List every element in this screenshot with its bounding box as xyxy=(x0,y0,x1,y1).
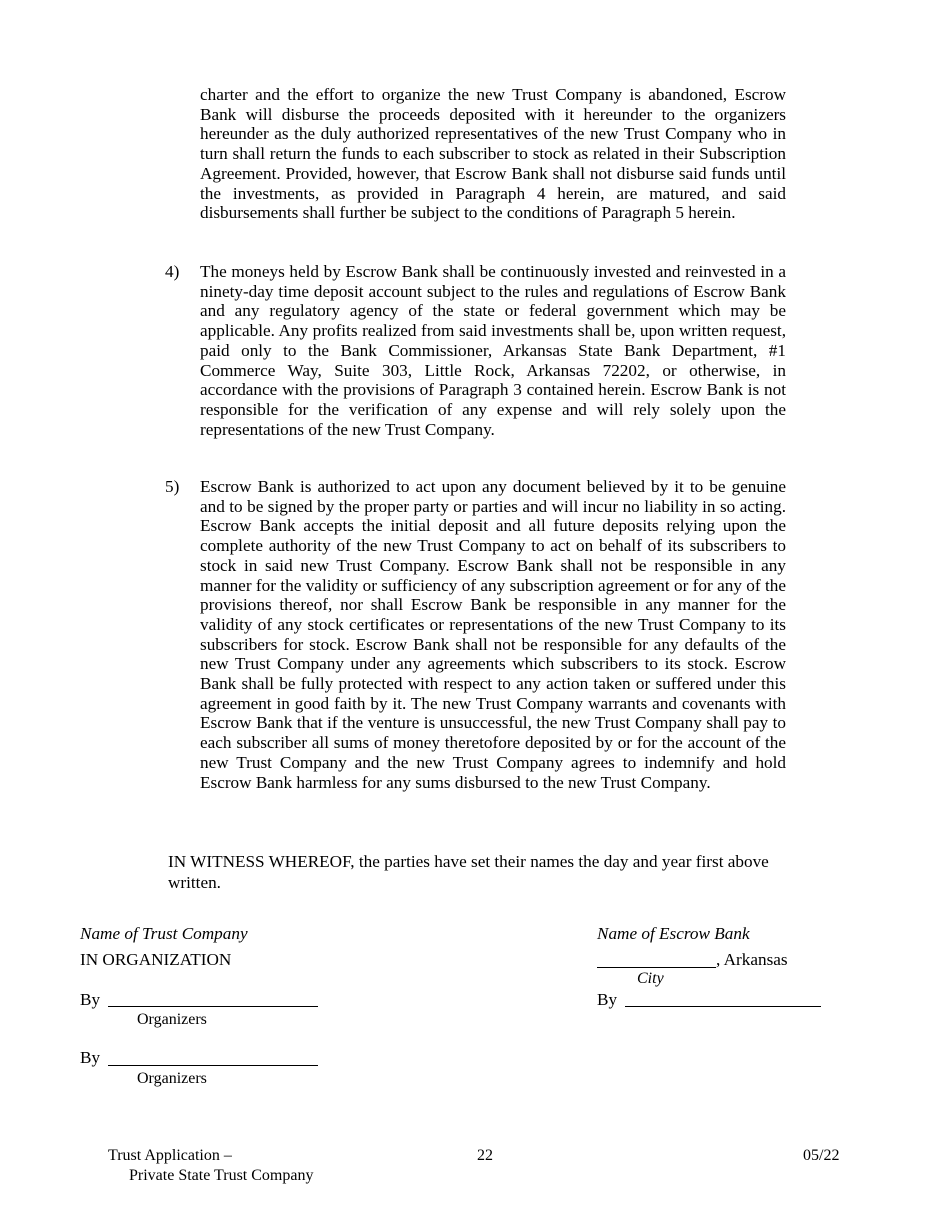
escrow-bank-name-label: Name of Escrow Bank xyxy=(597,924,750,943)
item-5-number: 5) xyxy=(165,477,180,496)
by-label-1: By xyxy=(80,990,101,1009)
organizer-signature-line-1[interactable] xyxy=(108,1006,318,1007)
city-blank-line[interactable] xyxy=(597,967,716,968)
organizers-caption-1: Organizers xyxy=(137,1011,207,1028)
footer-title-line-1: Trust Application – xyxy=(108,1147,232,1164)
witness-statement: IN WITNESS WHEREOF, the parties have set their names the day and year first above written. xyxy=(168,852,769,892)
organizers-caption-2: Organizers xyxy=(137,1070,207,1087)
footer-title-line-2: Private State Trust Company xyxy=(129,1167,314,1184)
page-number: 22 xyxy=(477,1147,493,1164)
organizer-signature-line-2[interactable] xyxy=(108,1065,318,1066)
city-caption: City xyxy=(637,970,664,987)
in-organization-label: IN ORGANIZATION xyxy=(80,950,232,969)
continuation-paragraph: charter and the effort to organize the new Trust Company is abandoned, Escrow Bank will disburse the proceeds deposited with it hereunder to the organizers hereunder as the duly authorized representatives of the new Trust Company who in turn shall return the funds to each subscriber to stock as related in their Subscription Agreement. Provided, however, that Escrow Bank shall not disburse said funds until the investments, as provided in Paragraph 4 herein, are matured, and said disbursements shall further be subject to the conditions of Paragraph 5 herein. xyxy=(200,85,786,223)
revision-date: 05/22 xyxy=(803,1147,840,1164)
arkansas-suffix: , Arkansas xyxy=(716,950,788,969)
bank-signature-line[interactable] xyxy=(625,1006,821,1007)
trust-company-name-label: Name of Trust Company xyxy=(80,924,248,943)
item-5-paragraph: Escrow Bank is authorized to act upon any document believed by it to be genuine and to be signed by the proper party or parties and will incur no liability in so acting. Escrow Bank accepts the initial deposit and all future deposits relying upon the complete authority of the new Trust Company to act on behalf of its subscribers to stock in said new Trust Company. Escrow Bank shall not be responsible in any manner for the validity or sufficiency of any subscription agreement or for any of the provisions thereof, nor shall Escrow Bank be responsible in any manner for the validity of any stock certificates or representations of the new Trust Company to its subscribers for stock. Escrow Bank shall not be responsible for any defaults of the new Trust Company under any agreements which subscribers to its stock. Escrow Bank shall be fully protected with respect to any action taken or suffered under this agreement in good faith by it. The new Trust Company warrants and covenants with Escrow Bank that if the venture is unsuccessful, the new Trust Company shall pay to each subscriber all sums of money theretofore deposited by or for the account of the new Trust Company and the new Trust Company agrees to indemnify and hold Escrow Bank harmless for any sums disbursed to the new Trust Company. xyxy=(200,477,786,792)
by-label-bank: By xyxy=(597,990,618,1009)
item-4-number: 4) xyxy=(165,262,180,281)
item-4-paragraph: The moneys held by Escrow Bank shall be continuously invested and reinvested in a ninety-day time deposit account subject to the rules and regulations of Escrow Bank and any regulatory agency of the state or federal government which may be applicable. Any profits realized from said investments shall be, upon written request, paid only to the Bank Commissioner, Arkansas State Bank Department, #1 Commerce Way, Suite 303, Little Rock, Arkansas 72202, or otherwise, in accordance with the provisions of Paragraph 3 contained herein. Escrow Bank is not responsible for the verification of any expense and will rely solely upon the representations of the new Trust Company. xyxy=(200,262,786,439)
by-label-2: By xyxy=(80,1048,101,1067)
